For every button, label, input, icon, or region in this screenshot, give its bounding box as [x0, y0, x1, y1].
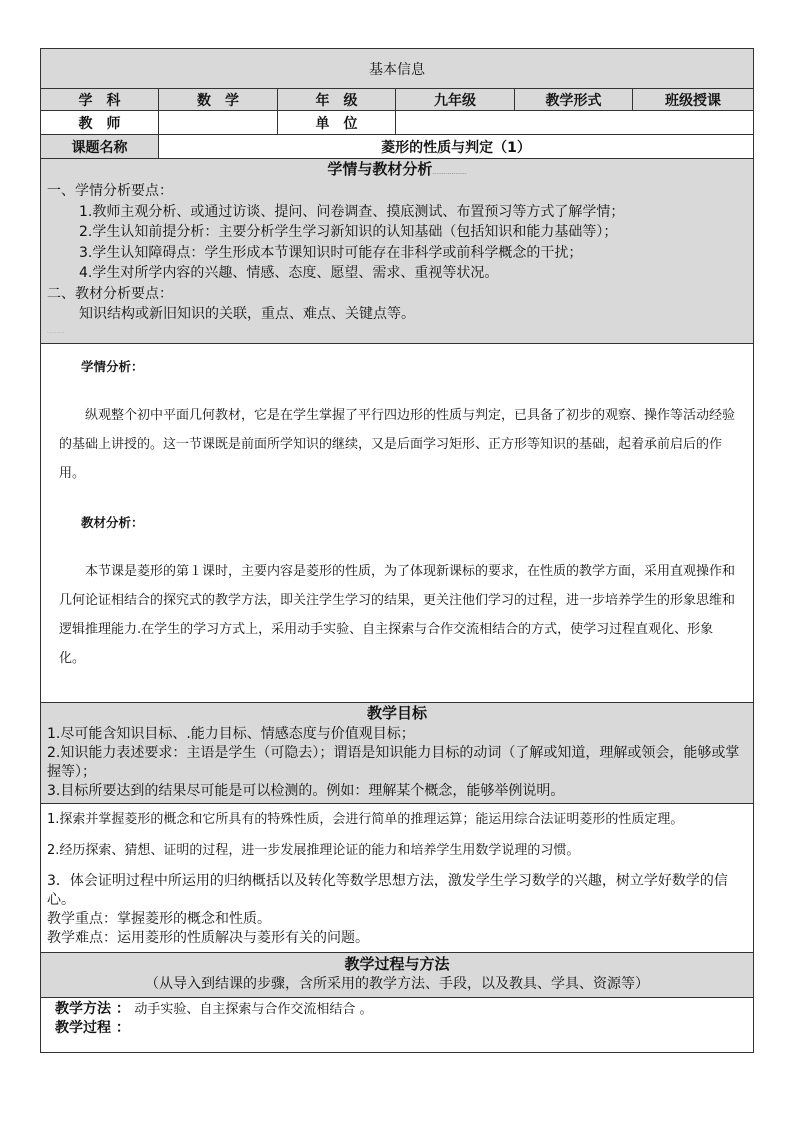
analysis-content-row — [41, 343, 754, 702]
basic-info-header-row — [41, 49, 754, 89]
guide-item-2: 2.学生认知前提分析：主要分析学生学习新知识的认知基础（包括知识和能力基础等）； — [79, 224, 618, 240]
goals-guide-3: 3.目标所要达到的结果尽可能是可以检测的。例如：理解某个概念，能够举例说明。 — [47, 782, 565, 799]
key-point: 教学重点：掌握菱形的概念和性质。 — [47, 910, 271, 927]
goal-item-3: 3．体会证明过程中所运用的归纳概括以及转化等数学思想方法，激发学生学习数学的兴趣，树立学好数学的信心。 — [47, 872, 728, 908]
goal-item-2: 2.经历探索、猜想、证明的过程，进一步发展推理论证的能力和培养学生用数学说理的习惯。 — [47, 842, 580, 858]
form-label: 教学形式 — [515, 89, 633, 111]
student-analysis-text: 纵观整个初中平面几何教材，它是在学生掌握了平行四边形的性质与判定，已具备了初步的观察、操作等活动经验的基础上讲授的。这一节课既是前面所学知识的继续，又是后面学习矩形、正方形等知识的基础，起着承前启后的作用。 — [59, 407, 736, 481]
goal-item-1: 1.探索并掌握菱形的概念和它所具有的特殊性质，会进行简单的推理运算；能运用综合法证明菱形的性质定理。 — [47, 811, 684, 827]
material-analysis-heading: 教材分析： — [81, 514, 144, 530]
teaching-method — [55, 1000, 739, 1019]
teaching-process-label: 教学过程 ： — [55, 1019, 130, 1036]
lesson-plan-form — [40, 48, 753, 1053]
analysis-title — [41, 159, 753, 179]
difficulty-point: 教学难点：运用菱形的性质解决与菱形有关的问题。 — [47, 929, 369, 946]
goals-guide-1: 1.尽可能含知识目标、.能力目标、情感态度与价值观目标； — [47, 725, 415, 742]
goals-title: 教学目标 — [366, 703, 427, 722]
form-value: 班级授课 — [633, 89, 754, 111]
topic-row — [41, 135, 754, 159]
subject-label: 学 科 — [41, 89, 159, 111]
guide-heading-2: 二、教材分析要点： — [47, 285, 173, 302]
analysis-guide — [41, 179, 753, 343]
process-content-row — [41, 997, 754, 1052]
material-analysis-text: 本节课是菱形的第１课时，主要内容是菱形的性质，为了体现新课标的要求，在性质的教学方面，采用直观操作和几何论证相结合的探究式的教学方法，即关注学生学习的结果，更关注他们学习的过程，进一步培养学生的形象思维和逻辑推理能力.在学生的学习方式上，采用动手实验、自主探索与合作交流相结合的方式，使学习过程直观化、形象化。 — [59, 563, 736, 666]
grade-value: 九年级 — [396, 89, 515, 111]
teaching-method-value: 动手实验、自主探索与合作交流相结合 。 — [134, 1001, 373, 1017]
unit-value — [396, 111, 754, 135]
analysis-title-mark: .................. — [432, 170, 467, 176]
analysis-title-text: 学情与教材分析 — [327, 160, 433, 178]
process-title: 教学过程与方法 — [344, 954, 450, 973]
analysis-header-row — [41, 159, 754, 344]
goals-guide — [41, 723, 753, 803]
student-analysis-heading: 学情分析： — [81, 358, 144, 374]
teacher-row — [41, 111, 754, 135]
guide-heading-1: 一、学情分析要点： — [47, 183, 173, 199]
guide-item-1: 1.教师主观分析、或通过访谈、提问、问卷调查、摸底测试、布置预习等方式了解学情； — [79, 203, 625, 220]
subject-value: 数 学 — [159, 89, 278, 111]
guide-item-4: 4.学生对所学内容的兴趣、情感、态度、愿望、需求、重视等状况。 — [79, 265, 499, 281]
guide-heading-2-text: 知识结构或新旧知识的关联，重点、难点、关键点等。 — [79, 306, 415, 322]
topic-value: 菱形的性质与判定（1） — [159, 135, 754, 159]
grade-label: 年 级 — [278, 89, 396, 111]
goals-header-row — [41, 702, 754, 803]
process-header-row — [41, 952, 754, 997]
goals-content-row — [41, 803, 754, 952]
basic-info-title: 基本信息 — [41, 49, 754, 89]
teaching-method-label: 教学方法 ： — [55, 1000, 130, 1017]
goals-guide-2: 2.知识能力表述要求：主语是学生（可隐去）；谓语是知识能力目标的动词（了解或知道，理解或领会，能够或掌握等）； — [47, 744, 740, 780]
teacher-label: 教 师 — [41, 111, 159, 135]
guide-item-3: 3.学生认知障碍点：学生形成本节课知识时可能存在非科学或前科学概念的干扰； — [79, 244, 583, 261]
guide-end-mark: ........... — [47, 328, 65, 335]
process-subtitle: （从导入到结课的步骤，含所采用的教学方法、手段，以及教具、学具、资源等） — [145, 975, 649, 992]
unit-label: 单 位 — [278, 111, 396, 135]
teacher-value — [159, 111, 278, 135]
subject-row — [41, 89, 754, 111]
lesson-plan-table — [40, 48, 754, 1053]
topic-label: 课题名称 — [41, 135, 159, 159]
